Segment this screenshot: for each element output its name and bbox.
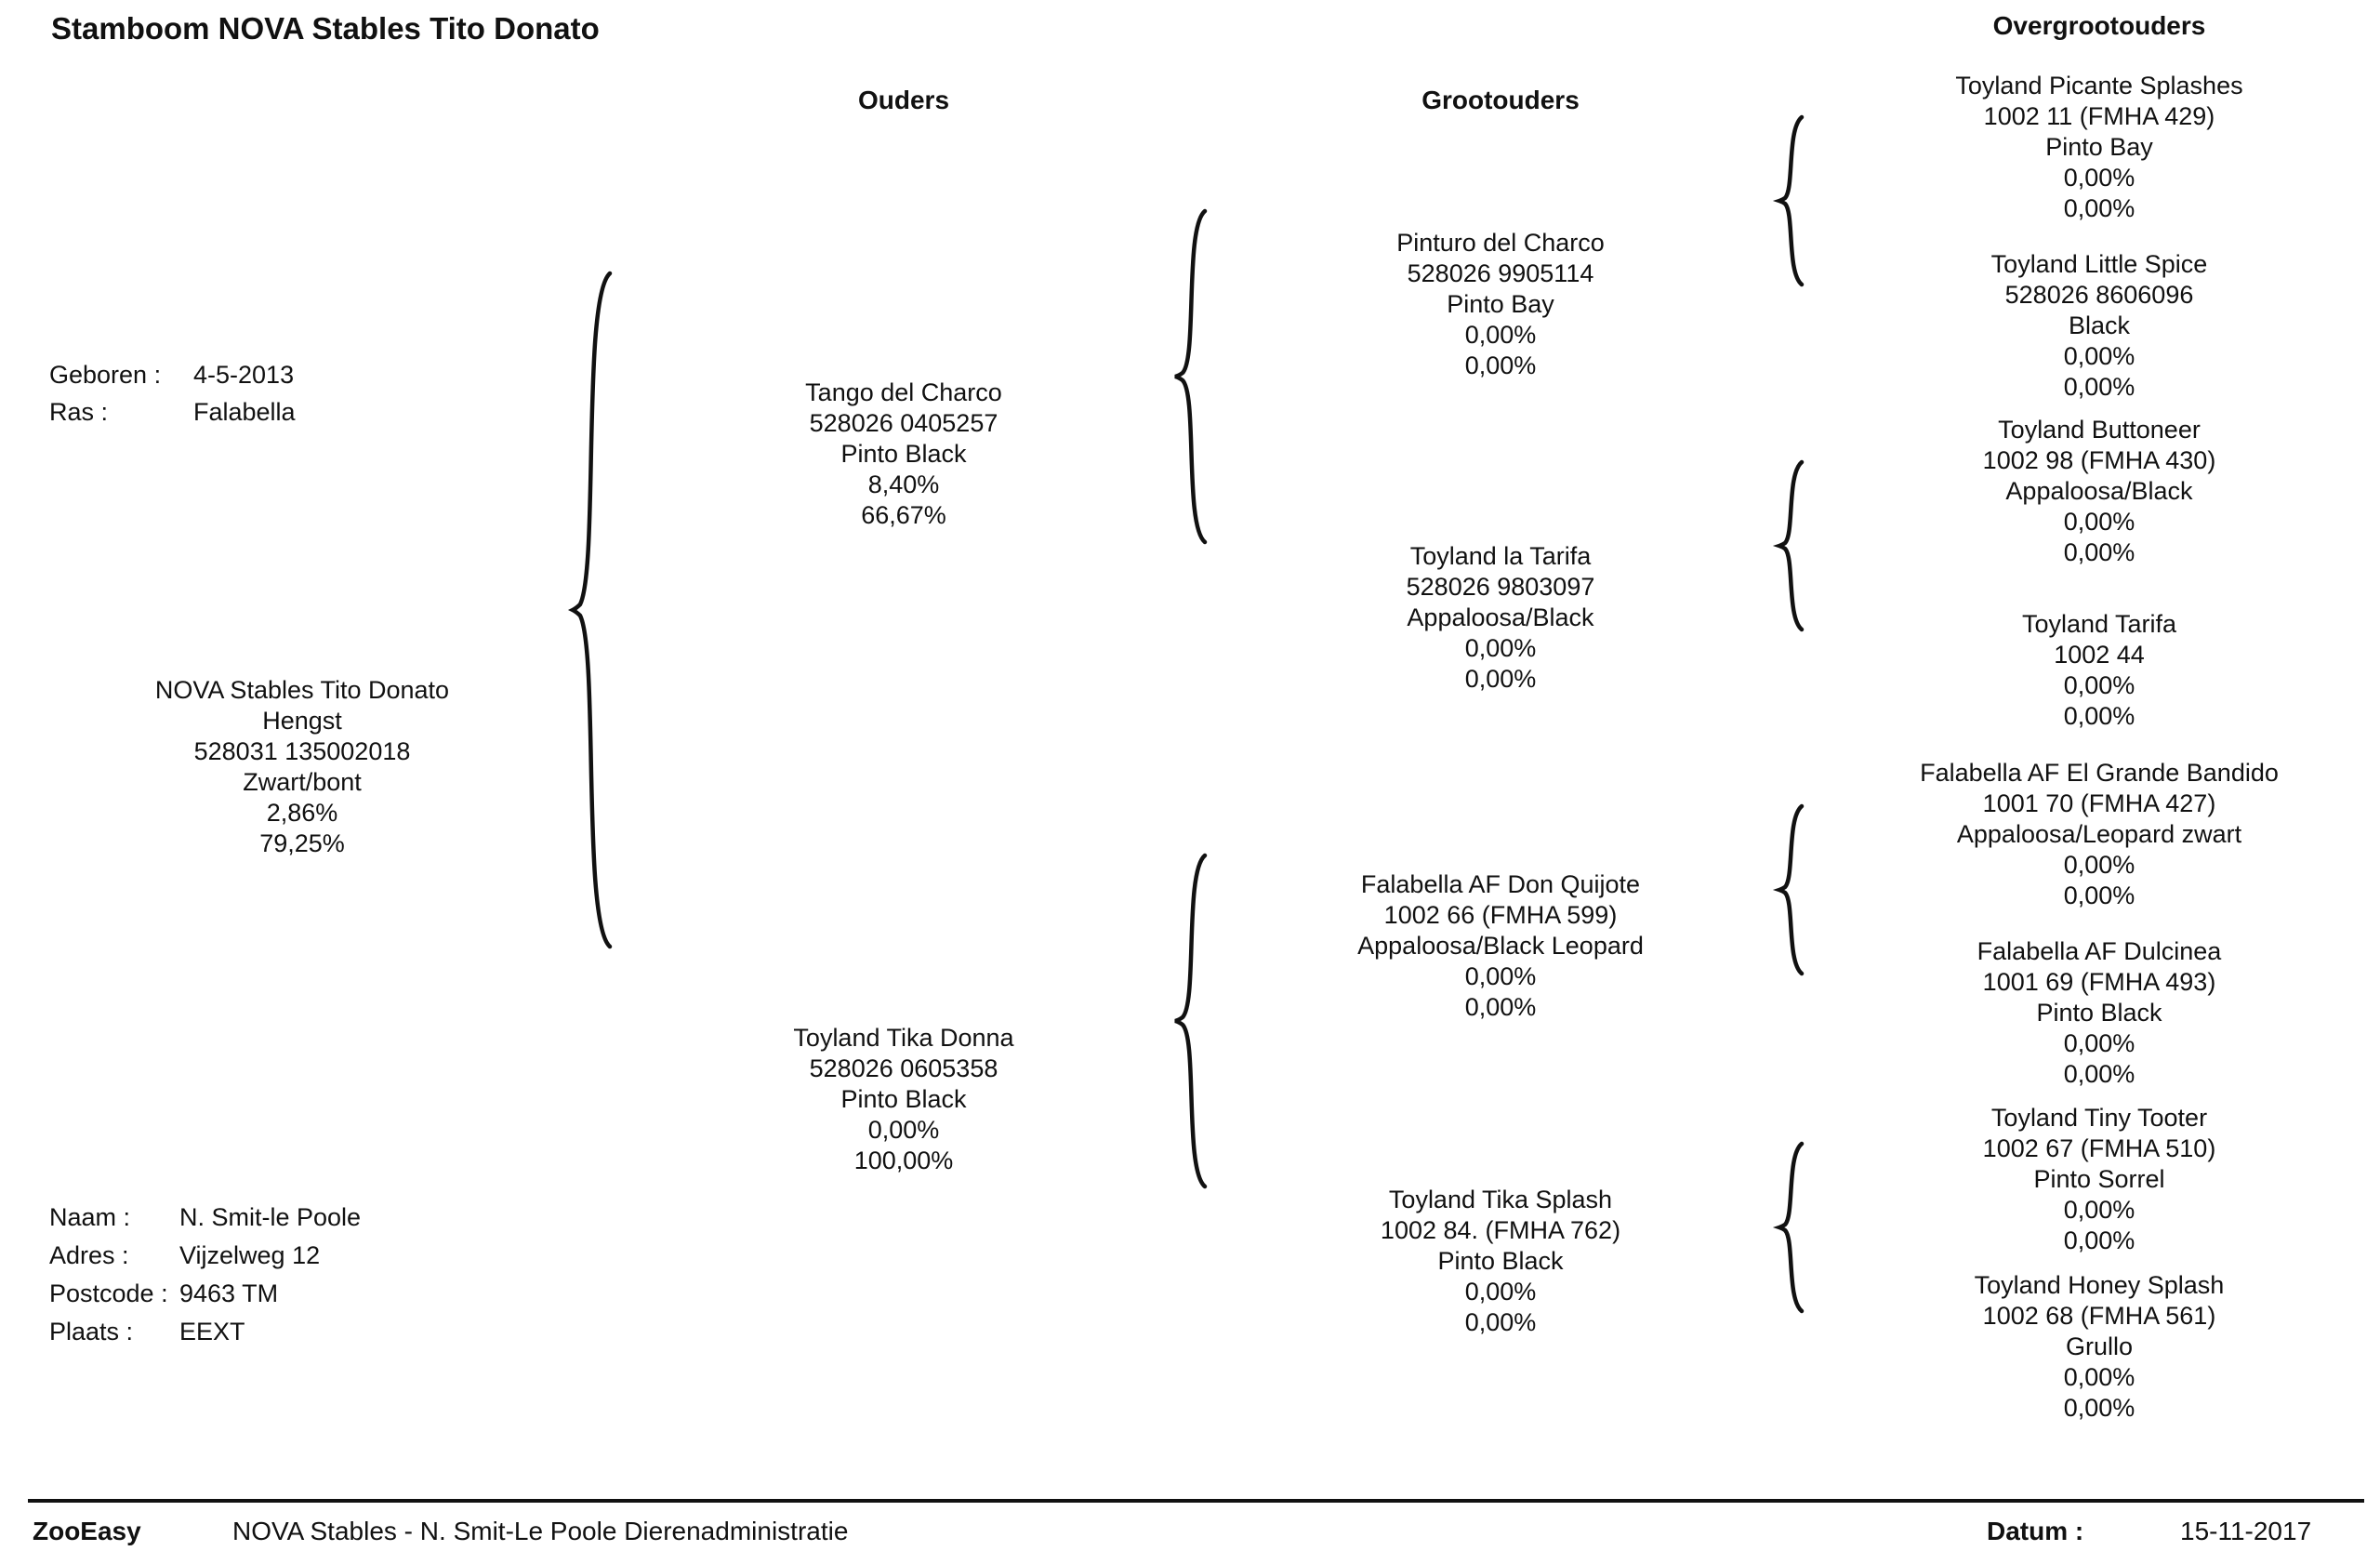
grandparent-entry xyxy=(1194,1185,1807,1338)
subject-name: NOVA Stables Tito Donato xyxy=(154,676,450,704)
geboren-label: Geboren : xyxy=(49,361,162,389)
greatgrandparent-color: Pinto Sorrel xyxy=(2033,1165,2165,1193)
grandparent-entry xyxy=(1194,228,1807,381)
grandparent-name: Falabella AF Don Quijote xyxy=(1360,870,1641,898)
greatgrandparent-pct1: 0,00% xyxy=(2063,851,2135,879)
greatgrandparent-entry xyxy=(1792,609,2380,732)
ras-label: Ras : xyxy=(49,398,109,426)
greatgrandparent-pct2: 0,00% xyxy=(2063,194,2135,222)
greatgrandparent-name: Toyland Tiny Tooter xyxy=(1990,1104,2208,1132)
grandparent-name: Pinturo del Charco xyxy=(1396,229,1605,257)
greatgrandparent-entry xyxy=(1792,415,2380,568)
parent-color: Pinto Black xyxy=(840,440,967,468)
parent-pct2: 100,00% xyxy=(853,1147,954,1174)
greatgrandparent-pct2: 0,00% xyxy=(2063,1226,2135,1254)
plaats-label: Plaats : xyxy=(49,1318,134,1346)
grandparent-reg: 1002 84. (FMHA 762) xyxy=(1380,1216,1621,1244)
grandparent-pct1: 0,00% xyxy=(1464,634,1537,662)
greatgrandparent-name: Toyland Buttoneer xyxy=(1998,416,2201,444)
greatgrandparent-pct1: 0,00% xyxy=(2063,342,2135,370)
footer-divider xyxy=(28,1499,2364,1503)
footer-organization: NOVA Stables - N. Smit-Le Poole Dierenadministratie xyxy=(232,1517,849,1545)
grandparent-pct1: 0,00% xyxy=(1464,1278,1537,1306)
brace-gp-1 xyxy=(1766,109,1813,295)
parent-reg: 528026 0605358 xyxy=(809,1054,998,1082)
page-title: Stamboom NOVA Stables Tito Donato xyxy=(51,11,600,46)
greatgrandparent-pct1: 0,00% xyxy=(2063,671,2135,699)
brace-subject xyxy=(558,260,632,967)
greatgrandparent-name: Toyland Picante Splashes xyxy=(1955,72,2243,99)
greatgrandparent-reg: 1001 70 (FMHA 427) xyxy=(1982,789,2216,817)
greatgrandparent-reg: 1002 68 (FMHA 561) xyxy=(1982,1302,2216,1330)
greatgrandparent-name: Toyland Little Spice xyxy=(1990,250,2208,278)
postcode-value: 9463 TM xyxy=(179,1279,279,1307)
brace-gp-4 xyxy=(1766,1135,1813,1321)
subject-pct1: 2,86% xyxy=(266,799,338,827)
greatgrandparent-name: Falabella AF Dulcinea xyxy=(1977,937,2222,965)
greatgrandparent-pct1: 0,00% xyxy=(2063,1029,2135,1057)
greatgrandparent-color: Appaloosa/Black xyxy=(2005,477,2193,505)
grandparent-color: Pinto Bay xyxy=(1447,290,1554,318)
greatgrandparent-pct2: 0,00% xyxy=(2063,1060,2135,1088)
greatgrandparent-reg: 528026 8606096 xyxy=(2004,281,2194,309)
parent-pct2: 66,67% xyxy=(861,501,946,529)
greatgrandparent-pct1: 0,00% xyxy=(2063,1363,2135,1391)
subject-pct2: 79,25% xyxy=(259,829,345,857)
parent-entry-sire xyxy=(597,378,1210,531)
footer-date-value: 15-11-2017 xyxy=(2180,1517,2312,1545)
greatgrandparent-color: Pinto Black xyxy=(2036,999,2162,1027)
parent-pct1: 0,00% xyxy=(867,1116,940,1144)
grandparent-color: Appaloosa/Black xyxy=(1407,603,1594,631)
greatgrandparent-reg: 1002 98 (FMHA 430) xyxy=(1982,446,2216,474)
parent-pct1: 8,40% xyxy=(867,471,940,498)
grandparent-reg: 528026 9803097 xyxy=(1406,573,1595,601)
geboren-value: 4-5-2013 xyxy=(193,361,295,389)
footer-date-label: Datum : xyxy=(1987,1517,2084,1545)
greatgrandparent-color: Black xyxy=(2068,312,2131,339)
parent-name: Tango del Charco xyxy=(805,378,1002,406)
brace-gp-3 xyxy=(1766,798,1813,984)
greatgrandparent-entry xyxy=(1792,249,2380,403)
brace-sire xyxy=(1162,200,1218,553)
naam-label: Naam : xyxy=(49,1203,131,1231)
grandparent-reg: 528026 9905114 xyxy=(1407,259,1594,287)
greatgrandparent-name: Falabella AF El Grande Bandido xyxy=(1920,759,2279,787)
parent-color: Pinto Black xyxy=(840,1085,967,1113)
grandparent-name: Toyland Tika Splash xyxy=(1388,1186,1613,1213)
greatgrandparent-entry xyxy=(1792,71,2380,224)
grandparent-color: Appaloosa/Black Leopard xyxy=(1357,932,1644,960)
grandparent-pct2: 0,00% xyxy=(1464,1308,1537,1336)
postcode-label: Postcode : xyxy=(49,1279,168,1307)
greatgrandparent-pct2: 0,00% xyxy=(2063,538,2135,566)
greatgrandparent-pct1: 0,00% xyxy=(2063,1196,2135,1224)
column-header-grootouders: Grootouders xyxy=(1421,86,1580,114)
greatgrandparent-entry xyxy=(1792,936,2380,1090)
greatgrandparent-color: Appaloosa/Leopard zwart xyxy=(1956,820,2242,848)
greatgrandparent-entry xyxy=(1792,1270,2380,1424)
greatgrandparent-entry xyxy=(1792,758,2380,911)
parent-name: Toyland Tika Donna xyxy=(793,1024,1014,1052)
column-header-ouders: Ouders xyxy=(857,86,950,114)
greatgrandparent-pct1: 0,00% xyxy=(2063,508,2135,536)
grandparent-name: Toyland la Tarifa xyxy=(1409,542,1592,570)
greatgrandparent-name: Toyland Tarifa xyxy=(2021,610,2177,638)
footer-brand: ZooEasy xyxy=(33,1517,141,1545)
grandparent-pct2: 0,00% xyxy=(1464,993,1537,1021)
subject-color: Zwart/bont xyxy=(243,768,362,796)
greatgrandparent-name: Toyland Honey Splash xyxy=(1974,1271,2225,1299)
greatgrandparent-reg: 1002 67 (FMHA 510) xyxy=(1982,1134,2216,1162)
greatgrandparent-pct2: 0,00% xyxy=(2063,702,2135,730)
adres-value: Vijzelweg 12 xyxy=(179,1241,321,1269)
subject-info xyxy=(49,356,296,431)
grandparent-pct1: 0,00% xyxy=(1464,321,1537,349)
subject-sex: Hengst xyxy=(262,707,342,735)
grandparent-pct1: 0,00% xyxy=(1464,962,1537,990)
brace-gp-2 xyxy=(1766,454,1813,640)
grandparent-entry xyxy=(1194,541,1807,695)
grandparent-color: Pinto Black xyxy=(1437,1247,1564,1275)
ras-value: Falabella xyxy=(193,398,296,426)
greatgrandparent-color: Pinto Bay xyxy=(2045,133,2153,161)
parent-entry-dam xyxy=(597,1023,1210,1176)
greatgrandparent-color: Grullo xyxy=(2065,1332,2134,1360)
adres-label: Adres : xyxy=(49,1241,129,1269)
grandparent-pct2: 0,00% xyxy=(1464,351,1537,379)
owner-info xyxy=(49,1199,361,1351)
greatgrandparent-reg: 1001 69 (FMHA 493) xyxy=(1982,968,2216,996)
subject-entry xyxy=(0,675,609,859)
subject-reg: 528031 135002018 xyxy=(193,737,411,765)
greatgrandparent-pct2: 0,00% xyxy=(2063,1394,2135,1422)
grandparent-reg: 1002 66 (FMHA 599) xyxy=(1383,901,1618,929)
naam-value: N. Smit-le Poole xyxy=(179,1203,362,1231)
greatgrandparent-pct2: 0,00% xyxy=(2063,373,2135,401)
grandparent-entry xyxy=(1194,869,1807,1023)
greatgrandparent-pct1: 0,00% xyxy=(2063,164,2135,192)
brace-dam xyxy=(1162,844,1218,1198)
column-header-overgrootouders: Overgrootouders xyxy=(1992,11,2206,40)
grandparent-pct2: 0,00% xyxy=(1464,665,1537,693)
greatgrandparent-pct2: 0,00% xyxy=(2063,882,2135,909)
plaats-value: EEXT xyxy=(179,1318,245,1346)
greatgrandparent-entry xyxy=(1792,1103,2380,1256)
greatgrandparent-reg: 1002 44 xyxy=(2054,641,2145,669)
greatgrandparent-reg: 1002 11 (FMHA 429) xyxy=(1983,102,2215,130)
parent-reg: 528026 0405257 xyxy=(809,409,998,437)
